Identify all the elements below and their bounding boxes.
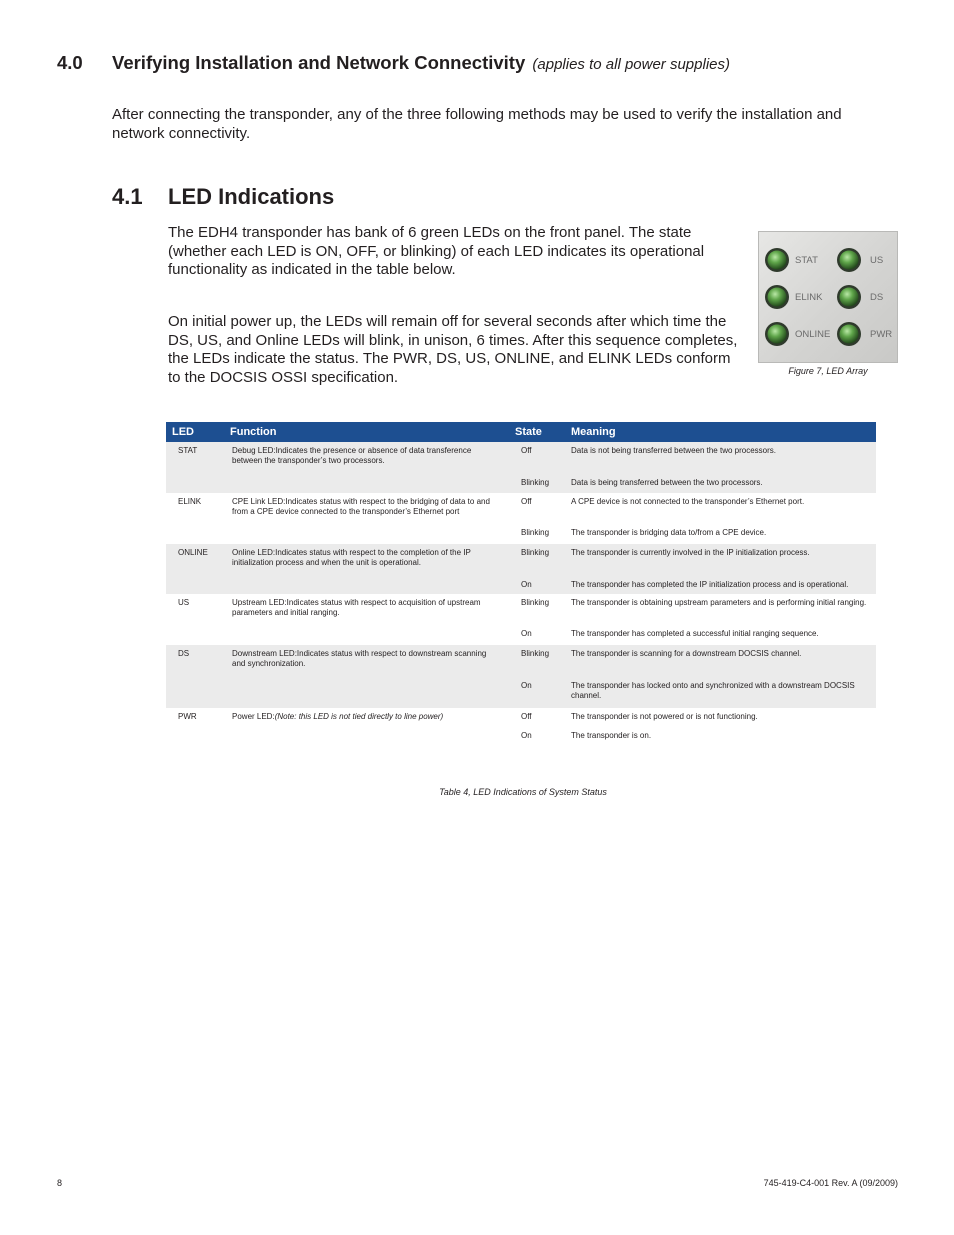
header-led: LED [166,422,224,442]
led-label-elink: ELINK [795,292,823,303]
led-label-pwr: PWR [870,329,893,340]
led-meaning: A CPE device is not connected to the transponder’s Ethernet port. [565,493,876,524]
led-function: Downstream LED:Indicates status with respect to downstream scanning and synchronization. [224,645,509,708]
table-row [166,594,876,625]
header-state: State [509,422,565,442]
document-id: 745-419-C4-001 Rev. A (09/2009) [763,1178,898,1188]
led-meaning: The transponder has completed a successful initial ranging sequence. [565,625,876,645]
led-meaning: The transponder has completed the IP initialization process and is operational. [565,576,876,594]
led-state: On [509,727,565,747]
intro-paragraph: After connecting the transponder, any of the three following methods may be used to verify the installation and network connectivity. [112,106,842,142]
led-state: On [509,576,565,594]
table-row [166,442,876,474]
led-state: Off [509,708,565,727]
led-state: Off [509,442,565,474]
led-state: Blinking [509,645,565,677]
table-row [166,708,876,727]
led-name: PWR [166,708,224,747]
led-pwr [837,322,861,346]
led-name: STAT [166,442,224,493]
led-function-note: (Note: this LED is not tied directly to line power) [274,712,444,721]
led-description-paragraph: The EDH4 transponder has bank of 6 green LEDs on the front panel. The state (whether each LED is ON, OFF, or blinking) of each LED indicates its operational functionality as indicated in the table below. [168,224,705,279]
led-function: CPE Link LED:Indicates status with respect to the bridging of data to and from a CPE device connected to the transponder’s Ethernet port [224,493,509,544]
led-state: On [509,625,565,645]
led-meaning: The transponder is bridging data to/from a CPE device. [565,524,876,544]
led-us [837,248,861,272]
led-meaning: Data is not being transferred between the two processors. [565,442,876,474]
led-state: Off [509,493,565,524]
led-function: Online LED:Indicates status with respect to the completion of the IP initialization process and when the unit is operational. [224,544,509,594]
led-table [166,422,876,747]
led-meaning: The transponder is not powered or is not functioning. [565,708,876,727]
section-title-text: Verifying Installation and Network Connectivity [112,52,526,73]
power-up-paragraph: On initial power up, the LEDs will remain off for several seconds after which time the DS, US, and Online LEDs will blink, in unison, 6 times. After this sequence completes, the LEDs indicate the status. The PWR, DS, US, ONLINE, and ELINK LEDs conform to the DOCSIS OSSI specification. [168,313,738,386]
led-array-image [759,232,899,364]
led-meaning: The transponder is on. [565,727,876,747]
led-label-stat: STAT [795,255,818,266]
led-online [765,322,789,346]
led-name: ELINK [166,493,224,544]
table-row [166,645,876,677]
led-stat [765,248,789,272]
header-meaning: Meaning [565,422,876,442]
table-row [166,544,876,576]
led-function [224,708,509,747]
led-state: Blinking [509,544,565,576]
led-label-ds: DS [870,292,884,303]
header-function: Function [224,422,509,442]
led-meaning: Data is being transferred between the two processors. [565,474,876,493]
table-caption: Table 4, LED Indications of System Status [439,787,607,797]
led-state: Blinking [509,474,565,493]
page-number: 8 [57,1178,63,1188]
table-header-row [166,422,876,442]
led-state: Blinking [509,594,565,625]
led-label-us: US [870,255,884,266]
led-meaning: The transponder is obtaining upstream parameters and is performing initial ranging. [565,594,876,625]
led-state: On [509,677,565,708]
table-row [166,493,876,524]
led-function: Upstream LED:Indicates status with respect to acquisition of upstream parameters and initial ranging. [224,594,509,645]
led-name: US [166,594,224,645]
led-name: DS [166,645,224,708]
subsection-title: LED Indications [168,184,335,209]
subsection-number: 4.1 [112,184,143,209]
led-ds [837,285,861,309]
led-array-figure [758,231,898,363]
section-number: 4.0 [57,52,83,73]
led-state: Blinking [509,524,565,544]
figure-caption: Figure 7, LED Array [788,366,868,376]
led-elink [765,285,789,309]
section-title [112,52,730,74]
led-label-online: ONLINE [795,329,831,340]
led-meaning: The transponder has locked onto and synchronized with a downstream DOCSIS channel. [565,677,876,708]
led-name: ONLINE [166,544,224,594]
led-function-prefix: Power LED: [232,712,275,721]
led-meaning: The transponder is scanning for a downstream DOCSIS channel. [565,645,876,677]
led-function: Debug LED:Indicates the presence or absence of data transference between the transponder’s two processors. [224,442,509,493]
section-note: (applies to all power supplies) [532,56,730,73]
led-meaning: The transponder is currently involved in the IP initialization process. [565,544,876,576]
